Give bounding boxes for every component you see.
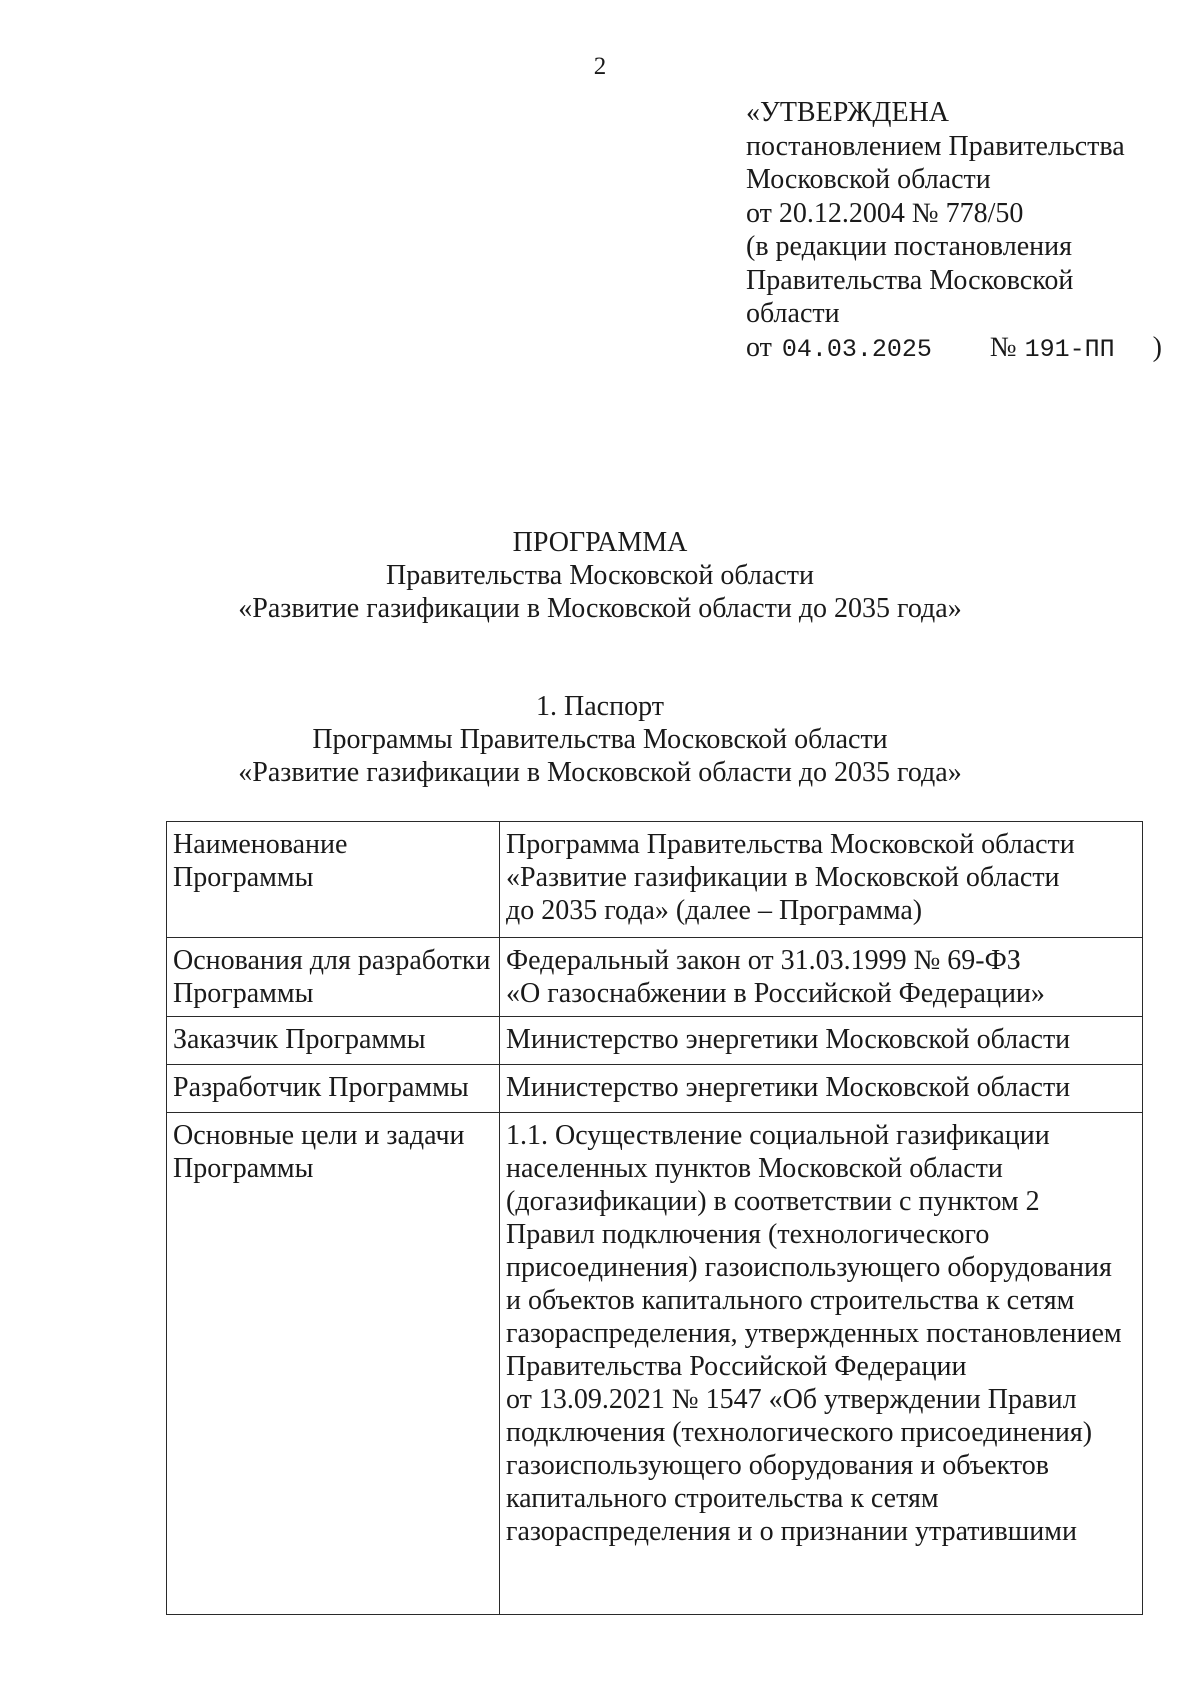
program-subtitle: Правительства Московской области [386, 560, 814, 591]
amendment-close-paren: ) [1152, 331, 1162, 363]
cell-text: до 2035 года» (далее – Программа) [506, 895, 923, 926]
table-label-cell [167, 1065, 500, 1113]
cell-text: от 13.09.2021 № 1547 «Об утверждении Правил [506, 1384, 1077, 1415]
cell-text: Министерство энергетики Московской области [506, 1072, 1071, 1103]
approval-amendment-line [746, 331, 1176, 367]
table-value-cell [500, 1017, 1143, 1065]
program-name: «Развитие газификации в Московской области до 2035 года» [238, 593, 962, 624]
approval-date-prefix: от [746, 331, 772, 363]
cell-text: присоединения) газоиспользующего оборудования [506, 1252, 1112, 1283]
table-row [167, 938, 1143, 1017]
table-label-cell [167, 1113, 500, 1615]
cell-text: 1.1. Осуществление социальной газификации [506, 1120, 1050, 1151]
passport-heading [0, 690, 1200, 789]
cell-text: Федеральный закон от 31.03.1999 № 69-ФЗ [506, 945, 1021, 976]
table-value-cell [500, 938, 1143, 1017]
table-value-cell [500, 1113, 1143, 1615]
table-row [167, 1113, 1143, 1615]
amendment-date: 04.03.2025 [781, 334, 932, 364]
cell-text: Основные цели и задачи [173, 1120, 465, 1151]
cell-text: Заказчик Программы [173, 1024, 426, 1055]
cell-text: Программы [173, 862, 314, 893]
table-row [167, 1017, 1143, 1065]
table-value-cell [500, 1065, 1143, 1113]
program-heading [0, 526, 1200, 625]
cell-text: подключения (технологического присоединения) [506, 1417, 1093, 1448]
cell-text: Наименование [173, 829, 348, 860]
approval-line: Правительства Московской [746, 264, 1074, 296]
amendment-number-label: № [989, 331, 1017, 363]
cell-text: населенных пунктов Московской области [506, 1153, 1003, 1184]
table-row [167, 822, 1143, 938]
cell-text: «Развитие газификации в Московской области [506, 862, 1060, 893]
table-label-cell [167, 822, 500, 938]
cell-text: газораспределения и о признании утратившими [506, 1516, 1077, 1547]
cell-text: газораспределения, утвержденных постановлением [506, 1318, 1122, 1349]
approval-line: области [746, 298, 840, 329]
cell-text: газоиспользующего оборудования и объектов [506, 1450, 1049, 1481]
passport-table [166, 821, 1143, 1615]
cell-text: и объектов капитального строительства к сетям [506, 1285, 1075, 1316]
cell-text: «О газоснабжении в Российской Федерации» [506, 978, 1045, 1009]
program-title: ПРОГРАММА [512, 527, 688, 558]
table-label-cell [167, 1017, 500, 1065]
approval-stamp-block [746, 96, 1176, 366]
passport-title: 1. Паспорт [536, 691, 664, 722]
approval-line: (в редакции постановления [746, 231, 1073, 262]
approval-line: Московской области [746, 164, 991, 195]
cell-text: (догазификации) в соответствии с пунктом 2 [506, 1186, 1040, 1217]
approval-line: «УТВЕРЖДЕНА [746, 97, 950, 128]
approval-line: постановлением Правительства [746, 130, 1125, 162]
passport-program-name: «Развитие газификации в Московской области до 2035 года» [238, 757, 962, 788]
cell-text: Правил подключения (технологического [506, 1219, 990, 1250]
cell-text: Правительства Российской Федерации [506, 1351, 967, 1382]
table-row [167, 1065, 1143, 1113]
passport-subtitle: Программы Правительства Московской области [312, 724, 888, 755]
amendment-number: 191-ПП [1024, 334, 1115, 364]
cell-text: Основания для разработки [173, 945, 491, 976]
cell-text: Министерство энергетики Московской области [506, 1024, 1071, 1055]
cell-text: Разработчик Программы [173, 1072, 469, 1103]
cell-text: Программа Правительства Московской области [506, 829, 1075, 860]
approval-line: от 20.12.2004 № 778/50 [746, 197, 1024, 229]
cell-text: капитального строительства к сетям [506, 1483, 939, 1514]
cell-text: Программы [173, 978, 314, 1009]
page-number: 2 [593, 53, 607, 80]
table-value-cell [500, 822, 1143, 938]
table-label-cell [167, 938, 500, 1017]
cell-text: Программы [173, 1153, 314, 1184]
